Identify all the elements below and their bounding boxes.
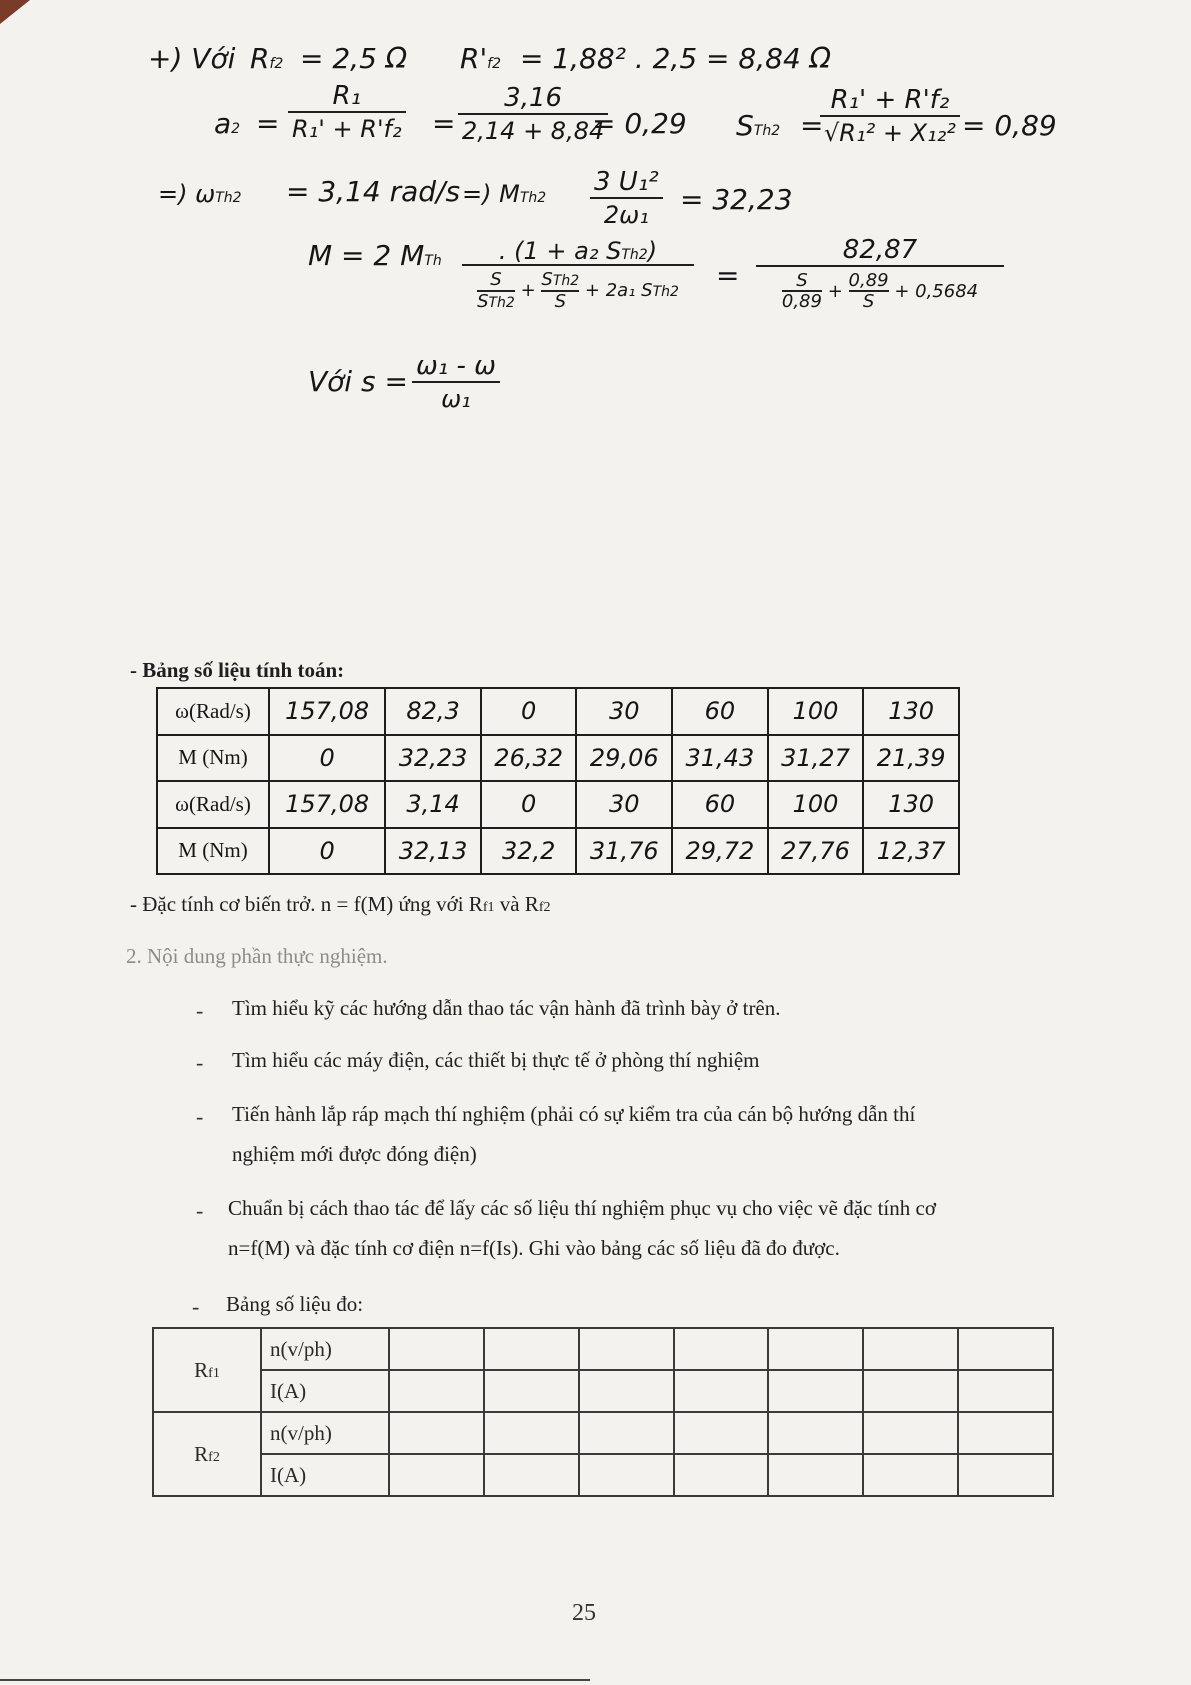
hw-rf2-prime-value: = 1,88² . 2,5 = 8,84 Ω — [520, 42, 832, 75]
hw-m-lhs: M = 2 MTh — [308, 239, 442, 272]
bullet-mark: - — [196, 1050, 204, 1075]
meas-table-row — [153, 1370, 1053, 1412]
meas-empty-cell[interactable] — [674, 1370, 769, 1412]
calc-cell: 100 — [768, 781, 864, 828]
meas-row-label: n(v/ph) — [261, 1412, 389, 1454]
meas-empty-cell[interactable] — [484, 1454, 579, 1496]
hw-equals: = — [432, 107, 456, 140]
calc-cell: 31,76 — [576, 828, 672, 875]
bullet-mark: - — [196, 1104, 204, 1129]
calc-cell: 29,72 — [672, 828, 768, 875]
calc-cell: 82,3 — [385, 688, 481, 735]
meas-group-label: Rf2 — [153, 1412, 261, 1496]
page-number: 25 — [572, 1600, 596, 1626]
hw-line1-prefix: +) Với — [148, 42, 236, 75]
mechanical-char-line: - Đặc tính cơ biến trở. n = f(M) ứng với Rf1 và Rf2 — [130, 892, 551, 916]
hw-equals: = — [800, 109, 824, 142]
calc-cell: 0 — [481, 781, 577, 828]
calc-cell: 12,37 — [863, 828, 959, 875]
hw-sth2-lhs: STh2 — [736, 109, 781, 142]
meas-empty-cell[interactable] — [579, 1370, 674, 1412]
hw-a2-fraction: $\frac{\text{R₁}}{\text{R₁' + R'f₂}}$ — [288, 82, 406, 142]
meas-empty-cell[interactable] — [579, 1454, 674, 1496]
footer-rule — [0, 1679, 590, 1681]
page-corner-shadow — [0, 0, 30, 24]
hw-mth-fraction: $\frac{\text{3 U₁²}}{\text{2ω₁}}$ — [590, 168, 663, 228]
calc-table-row — [157, 735, 959, 782]
calc-cell: 27,76 — [768, 828, 864, 875]
calc-table-row — [157, 781, 959, 828]
calc-cell: 32,13 — [385, 828, 481, 875]
calc-cell: 31,27 — [768, 735, 864, 782]
meas-empty-cell[interactable] — [863, 1454, 958, 1496]
meas-table-row — [153, 1454, 1053, 1496]
calc-cell: 157,08 — [269, 781, 385, 828]
hw-mth2: =) MTh2 — [462, 180, 547, 208]
meas-empty-cell[interactable] — [958, 1370, 1053, 1412]
hw-a2-value: = 0,29 — [592, 107, 687, 140]
hw-a2-fraction-values: $\frac{3,16}{2,14 + 8,84}$ — [458, 84, 608, 144]
calc-cell: 0 — [269, 735, 385, 782]
meas-row-label: n(v/ph) — [261, 1328, 389, 1370]
meas-empty-cell[interactable] — [484, 1328, 579, 1370]
hw-slip-fraction: $\frac{\text{ω₁ - ω}}{\text{ω₁}}$ — [412, 352, 500, 412]
meas-row-label: I(A) — [261, 1370, 389, 1412]
hw-rf2-prime: R'f2 — [460, 42, 501, 75]
calc-table-row — [157, 828, 959, 875]
meas-empty-cell[interactable] — [389, 1328, 484, 1370]
meas-empty-cell[interactable] — [863, 1412, 958, 1454]
calc-row-label: M (Nm) — [157, 735, 269, 782]
hw-kloss-numeric: 82,87 $\frac{S}{0,89}$ + $\frac{0,89}{S}$ + 0,5684 — [756, 236, 1004, 312]
hw-omega-th2: =) ωTh2 — [158, 180, 242, 208]
bullet-text: Tìm hiểu các máy điện, các thiết bị thực tế ở phòng thí nghiệm — [232, 1048, 760, 1072]
section2-heading: 2. Nội dung phần thực nghiệm. — [126, 944, 388, 968]
measurement-table — [152, 1327, 1054, 1497]
calc-row-label: M (Nm) — [157, 828, 269, 875]
bullet-mark: - — [196, 1198, 204, 1223]
calc-row-label: ω(Rad/s) — [157, 781, 269, 828]
calc-cell: 30 — [576, 781, 672, 828]
meas-group-label: Rf1 — [153, 1328, 261, 1412]
calc-table-label: - Bảng số liệu tính toán: — [130, 658, 345, 682]
calc-cell: 32,2 — [481, 828, 577, 875]
meas-empty-cell[interactable] — [579, 1412, 674, 1454]
bullet-mark: - — [196, 998, 204, 1023]
meas-empty-cell[interactable] — [768, 1412, 863, 1454]
calc-cell: 30 — [576, 688, 672, 735]
hw-kloss-fraction: . (1 + a₂ STh2) S STh2 + STh2 S + 2a₁ STh2 — [462, 238, 694, 312]
hw-rf2-value: = 2,5 Ω — [300, 42, 408, 75]
meas-empty-cell[interactable] — [958, 1328, 1053, 1370]
calc-cell: 3,14 — [385, 781, 481, 828]
meas-empty-cell[interactable] — [958, 1454, 1053, 1496]
calc-cell: 157,08 — [269, 688, 385, 735]
calc-cell: 130 — [863, 781, 959, 828]
meas-table-label: Bảng số liệu đo: — [226, 1292, 364, 1316]
hw-omega-th2-value: = 3,14 rad/s — [286, 175, 461, 208]
hw-mth-value: = 32,23 — [680, 183, 793, 216]
hw-rf2: Rf2 — [250, 42, 284, 75]
meas-empty-cell[interactable] — [674, 1412, 769, 1454]
calc-cell: 21,39 — [863, 735, 959, 782]
meas-empty-cell[interactable] — [389, 1454, 484, 1496]
calc-cell: 130 — [863, 688, 959, 735]
calc-table — [156, 687, 960, 875]
calc-cell: 0 — [481, 688, 577, 735]
meas-empty-cell[interactable] — [768, 1328, 863, 1370]
bullet-text: nghiệm mới được đóng điện) — [232, 1142, 477, 1166]
meas-empty-cell[interactable] — [958, 1412, 1053, 1454]
calc-table-row — [157, 688, 959, 735]
meas-empty-cell[interactable] — [674, 1454, 769, 1496]
meas-empty-cell[interactable] — [389, 1370, 484, 1412]
calc-cell: 0 — [269, 828, 385, 875]
meas-row-label: I(A) — [261, 1454, 389, 1496]
hw-a2-lhs: a2 — [214, 107, 241, 140]
meas-empty-cell[interactable] — [768, 1454, 863, 1496]
hw-slip-lhs: Với s = — [308, 365, 408, 398]
bullet-mark: - — [192, 1294, 200, 1319]
meas-empty-cell[interactable] — [389, 1412, 484, 1454]
meas-empty-cell[interactable] — [579, 1328, 674, 1370]
calc-cell: 31,43 — [672, 735, 768, 782]
meas-table-row — [153, 1328, 1053, 1370]
calc-cell: 100 — [768, 688, 864, 735]
hw-equals: = — [716, 259, 740, 292]
calc-cell: 32,23 — [385, 735, 481, 782]
calc-cell: 60 — [672, 781, 768, 828]
hw-equals: = — [256, 107, 280, 140]
meas-table-row — [153, 1412, 1053, 1454]
meas-empty-cell[interactable] — [768, 1370, 863, 1412]
calc-row-label: ω(Rad/s) — [157, 688, 269, 735]
meas-empty-cell[interactable] — [863, 1370, 958, 1412]
hw-sth2-value: = 0,89 — [962, 109, 1057, 142]
meas-empty-cell[interactable] — [484, 1370, 579, 1412]
calc-cell: 26,32 — [481, 735, 577, 782]
meas-empty-cell[interactable] — [674, 1328, 769, 1370]
bullet-text: n=f(M) và đặc tính cơ điện n=f(Is). Ghi vào bảng các số liệu đã đo được. — [228, 1236, 840, 1260]
meas-empty-cell[interactable] — [484, 1412, 579, 1454]
meas-empty-cell[interactable] — [863, 1328, 958, 1370]
bullet-text: Chuẩn bị cách thao tác để lấy các số liệu thí nghiệm phục vụ cho việc vẽ đặc tính cơ — [228, 1196, 936, 1220]
bullet-text: Tiến hành lắp ráp mạch thí nghiệm (phải có sự kiểm tra của cán bộ hướng dẫn thí — [232, 1102, 916, 1126]
calc-cell: 29,06 — [576, 735, 672, 782]
hw-sth2-fraction: $\frac{\text{R₁' + R'f₂}}{\text{√R₁² + X₁₂²}}$ — [820, 86, 960, 146]
calc-cell: 60 — [672, 688, 768, 735]
bullet-text: Tìm hiểu kỹ các hướng dẫn thao tác vận hành đã trình bày ở trên. — [232, 996, 781, 1020]
